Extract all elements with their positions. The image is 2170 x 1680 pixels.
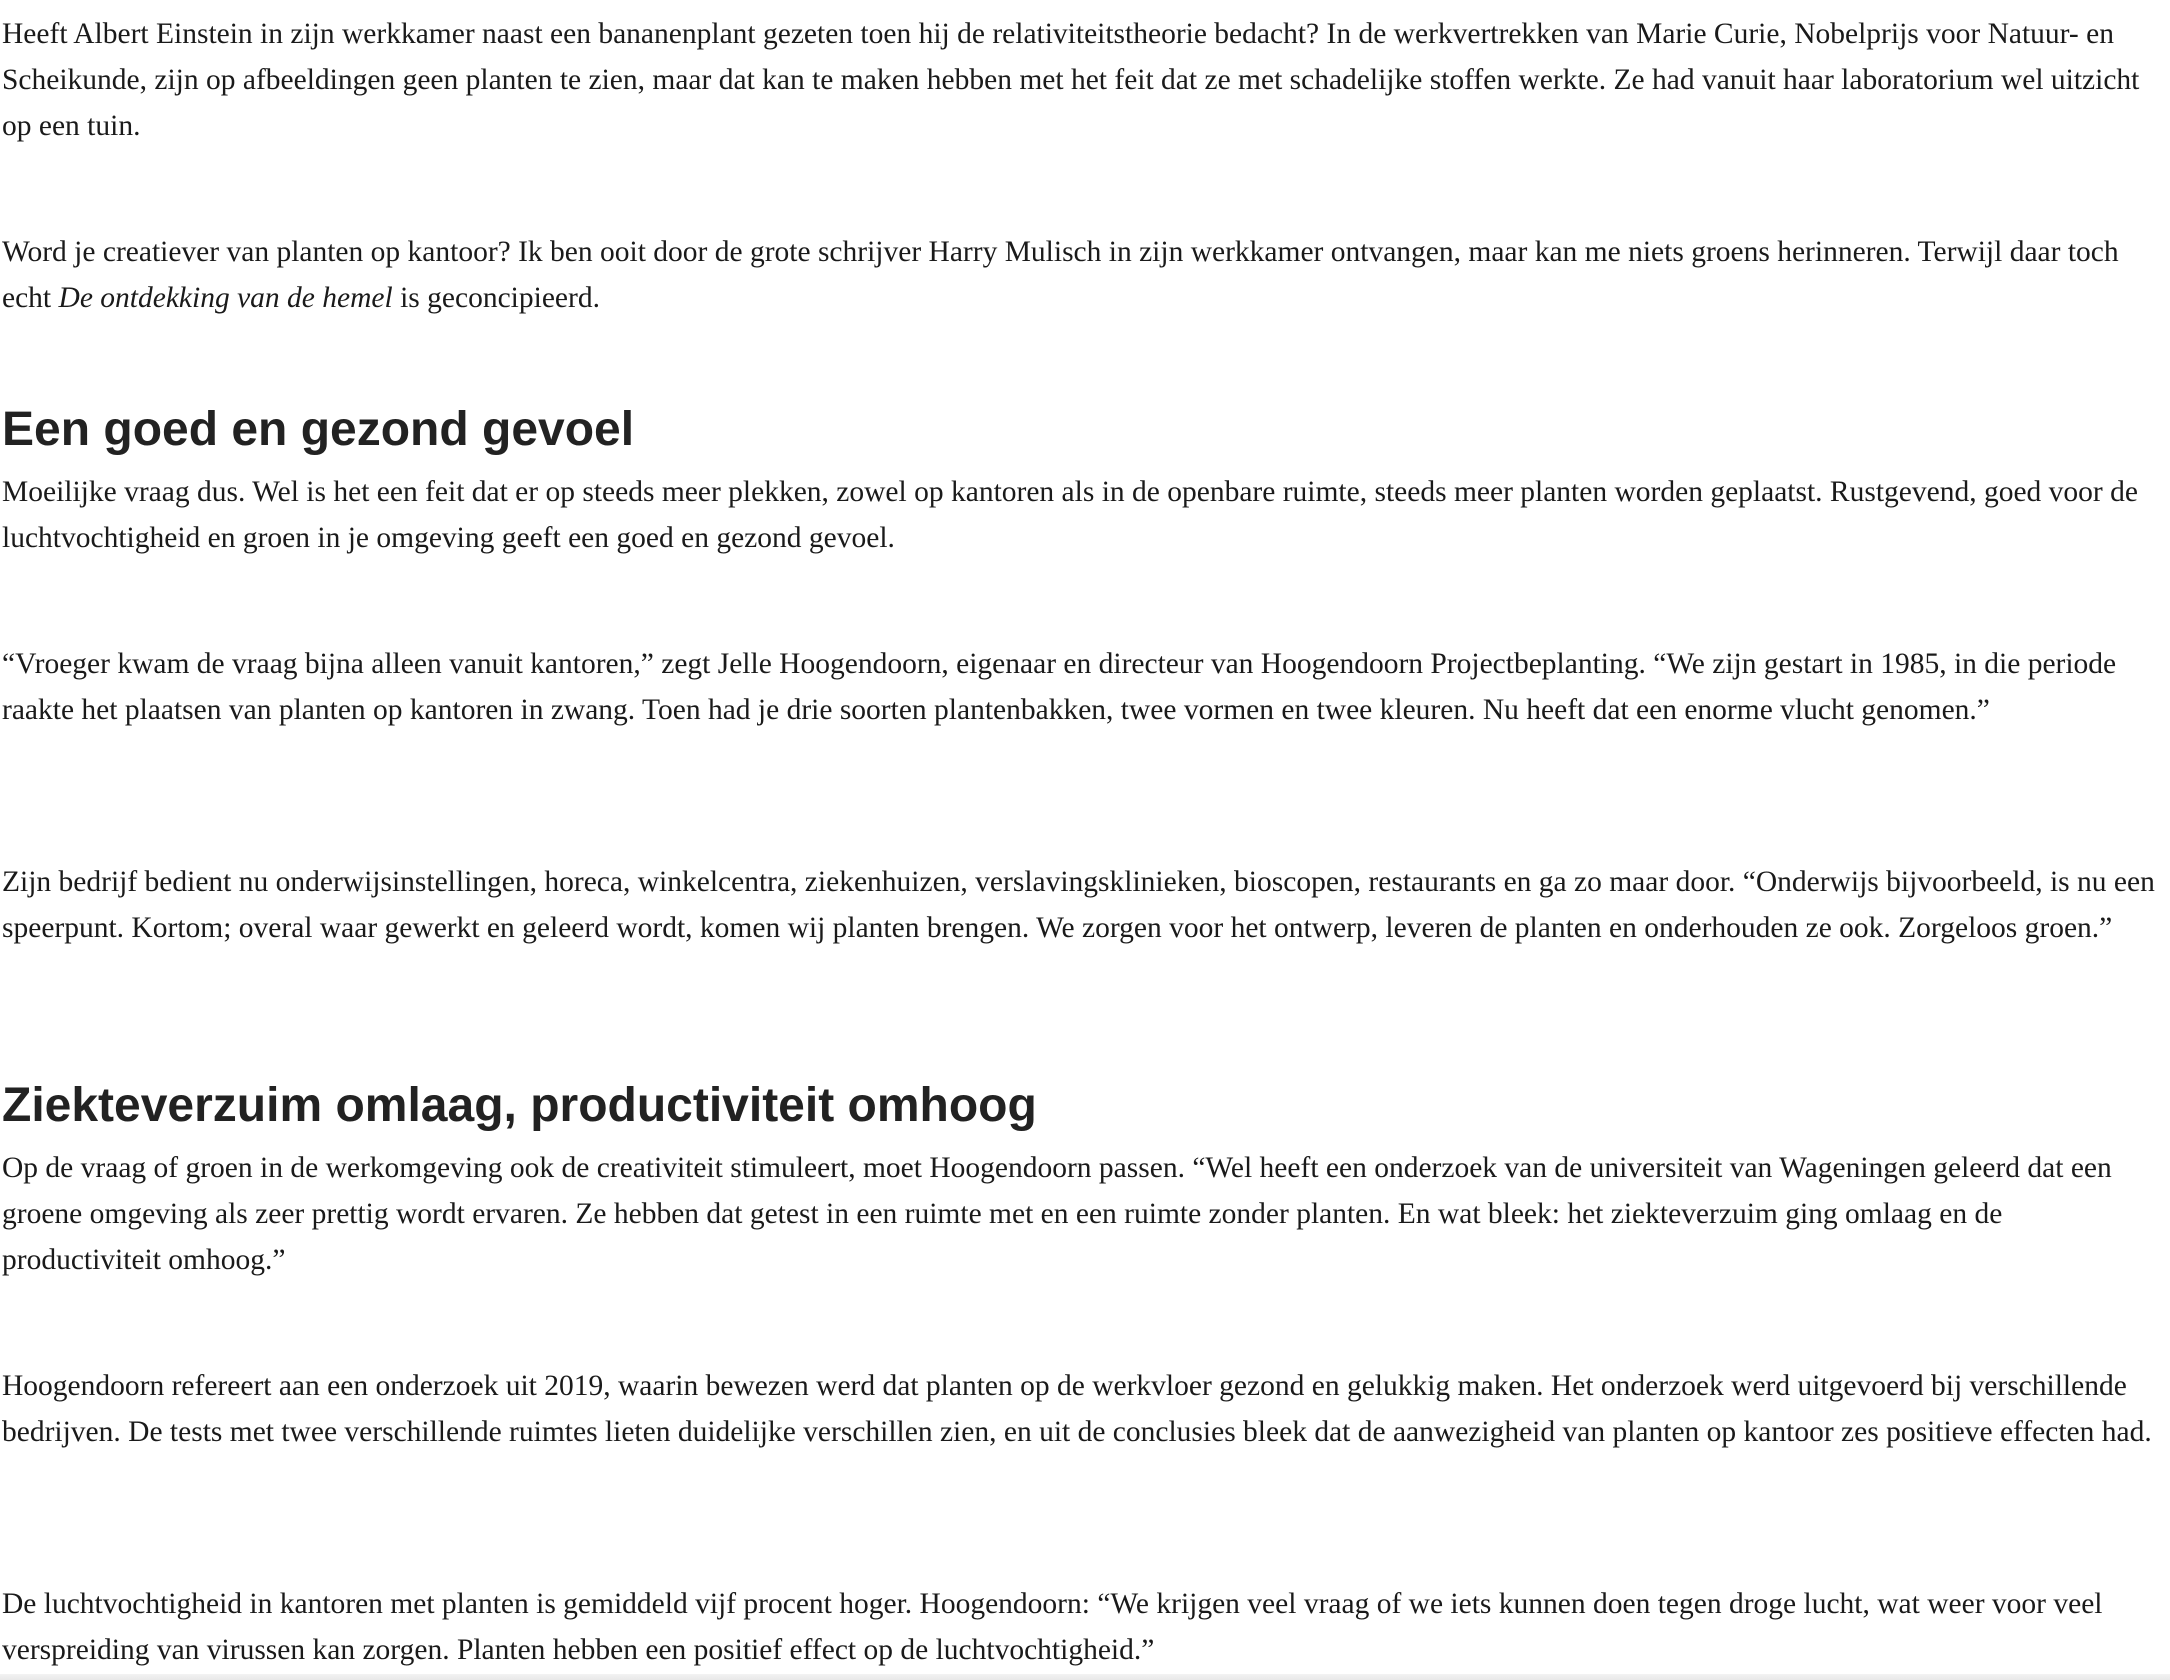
viewport-bottom-edge: [0, 1674, 2170, 1680]
paragraph-onderzoek-2019: Hoogendoorn refereert aan een onderzoek uit 2019, waarin bewezen werd dat planten op de werkvloer gezond en gelukkig maken. Het onderzoek werd uitgevoerd bij verschillende bedrijven. De tests met twee verschillende ruimtes lieten duidelijke verschillen zien, en uit de conclusies bleek dat de aanwezigheid van planten op kantoor zes positieve effecten had.: [2, 1370, 2152, 1448]
paragraph-mulisch-text-end: is geconcipieerd.: [392, 282, 600, 314]
paragraph-quote-vroeger: “Vroeger kwam de vraag bijna alleen vanuit kantoren,” zegt Jelle Hoogendoorn, eigenaar en directeur van Hoogendoorn Projectbeplanting. “We zijn gestart in 1985, in die periode raakte het plaatsen van planten op kantoren in zwang. Toen had je drie soorten plantenbakken, twee vormen en twee kleuren. Nu heeft dat een enorme vlucht genomen.”: [2, 648, 2117, 726]
section-heading-gezond-gevoel: Een goed en gezond gevoel: [2, 403, 635, 456]
paragraph-luchtvochtigheid: De luchtvochtigheid in kantoren met planten is gemiddeld vijf procent hoger. Hoogendoorn: “We krijgen veel vraag of we iets kunnen doen tegen droge lucht, wat weer voor veel verspreiding van virussen kan zorgen. Planten hebben een positief effect op de luchtvochtigheid.”: [2, 1588, 2103, 1666]
section-heading-ziekteverzuim: Ziekteverzuim omlaag, productiviteit omhoog: [2, 1079, 1037, 1132]
paragraph-mulisch: [2, 229, 2162, 321]
book-title: De ontdekking van de hemel: [58, 282, 393, 314]
paragraph-bedrijf: Zijn bedrijf bedient nu onderwijsinstellingen, horeca, winkelcentra, ziekenhuizen, verslavingsklinieken, bioscopen, restaurants en ga zo maar door. “Onderwijs bijvoorbeeld, is nu een speerpunt. Kortom; overal waar gewerkt en geleerd wordt, komen wij planten brengen. We zorgen voor het ontwerp, leveren de planten en onderhouden ze ook. Zorgeloos groen.”: [2, 866, 2155, 944]
paragraph-intro: Heeft Albert Einstein in zijn werkkamer naast een bananenplant gezeten toen hij de relativiteitstheorie bedacht? In de werkvertrekken van Marie Curie, Nobelprijs voor Natuur- en Scheikunde, zijn op afbeeldingen geen planten te zien, maar dat kan te maken hebben met het feit dat ze met schadelijke stoffen werkte. Ze had vanuit haar laboratorium wel uitzicht op een tuin.: [2, 18, 2140, 142]
paragraph-wageningen: Op de vraag of groen in de werkomgeving ook de creativiteit stimuleert, moet Hoogendoorn passen. “Wel heeft een onderzoek van de universiteit van Wageningen geleerd dat een groene omgeving als zeer prettig wordt ervaren. Ze hebben dat getest in een ruimte met en een ruimte zonder planten. En wat bleek: het ziekteverzuim ging omlaag en de productiviteit omhoog.”: [2, 1152, 2112, 1276]
paragraph-mulisch-text-start: Word je creatiever van planten op kantoor? Ik ben ooit door de grote schrijver Harry Mulisch in zijn werkkamer ontvangen, maar kan me niets groens herinneren. Terwijl daar toch echt: [2, 236, 2119, 314]
paragraph-moeilijke-vraag: Moeilijke vraag dus. Wel is het een feit dat er op steeds meer plekken, zowel op kantoren als in de openbare ruimte, steeds meer planten worden geplaatst. Rustgevend, goed voor de luchtvochtigheid en groen in je omgeving geeft een goed en gezond gevoel.: [2, 476, 2138, 554]
